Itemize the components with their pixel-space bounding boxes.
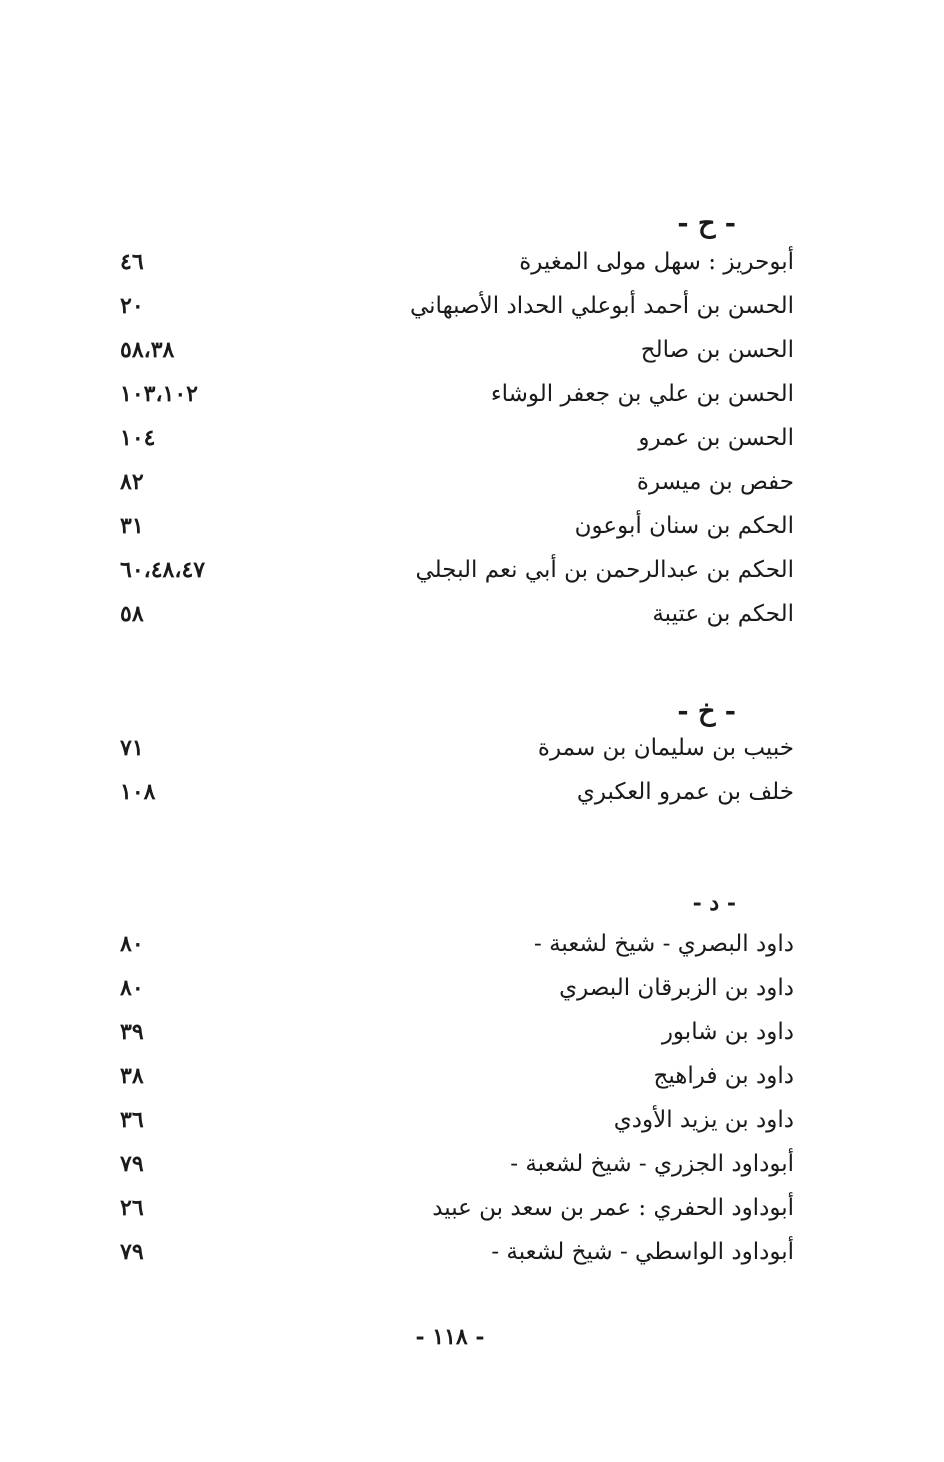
entry-pages: ٥٨،٣٨: [120, 337, 175, 363]
entry-pages: ٨٢: [120, 469, 144, 495]
index-entry: [0, 284, 944, 328]
section-heading-dal: - د -: [692, 890, 736, 916]
entry-pages: ٧٩: [120, 1151, 144, 1177]
entry-name: الحسن بن أحمد أبوعلي الحداد الأصبهاني: [409, 293, 794, 319]
index-entry: [0, 922, 944, 966]
index-entry: [0, 1098, 944, 1142]
entry-name: الحسن بن علي بن جعفر الوشاء: [490, 381, 794, 407]
entry-pages: ٣١: [120, 513, 144, 539]
section-heading-ha: - ح -: [677, 208, 736, 239]
entry-name: الحكم بن عتيبة: [652, 601, 794, 627]
entry-name: الحكم بن عبدالرحمن بن أبي نعم البجلي: [415, 557, 794, 583]
index-entry: [0, 548, 944, 592]
entry-pages: ٥٨: [120, 601, 144, 627]
page-number: - ١١٨ -: [415, 1324, 485, 1350]
entry-pages: ٧١: [120, 735, 144, 761]
entry-name: داود بن يزيد الأودي: [613, 1107, 794, 1133]
entry-name: داود البصري - شيخ لشعبة -: [533, 931, 794, 957]
index-entry: [0, 1230, 944, 1274]
entry-pages: ٦٠،٤٨،٤٧: [120, 557, 206, 583]
entry-pages: ٢٦: [120, 1195, 144, 1221]
index-entry: [0, 1010, 944, 1054]
entry-name: أبوداود الجزري - شيخ لشعبة -: [510, 1151, 794, 1177]
index-entry: [0, 592, 944, 636]
entry-name: خلف بن عمرو العكبري: [576, 779, 794, 805]
entry-name: داود بن الزبرقان البصري: [559, 975, 794, 1001]
entry-pages: ١٠٤: [120, 425, 156, 451]
entry-name: أبوحريز : سهل مولى المغيرة: [519, 249, 794, 275]
index-entry: [0, 1186, 944, 1230]
index-entry: [0, 770, 944, 814]
entry-pages: ٨٠: [120, 975, 144, 1001]
section-heading-kha: - خ -: [677, 696, 736, 727]
index-entry: [0, 966, 944, 1010]
index-entry: [0, 1142, 944, 1186]
entry-pages: ٨٠: [120, 931, 144, 957]
entry-name: الحسن بن صالح: [640, 337, 794, 363]
entry-pages: ١٠٨: [120, 779, 156, 805]
index-entry: [0, 328, 944, 372]
entry-pages: ٢٠: [120, 293, 144, 319]
entry-name: داود بن شابور: [661, 1019, 794, 1045]
entry-name: الحكم بن سنان أبوعون: [574, 513, 794, 539]
entry-name: الحسن بن عمرو: [638, 425, 794, 451]
index-entry: [0, 416, 944, 460]
entry-pages: ٤٦: [120, 249, 144, 275]
index-entry: [0, 726, 944, 770]
entry-name: خبيب بن سليمان بن سمرة: [537, 735, 794, 761]
index-entry: [0, 504, 944, 548]
index-entry: [0, 1054, 944, 1098]
entry-name: حفص بن ميسرة: [636, 469, 794, 495]
index-entry: [0, 460, 944, 504]
index-entry: [0, 240, 944, 284]
entry-pages: ٣٨: [120, 1063, 144, 1089]
entry-pages: ٣٩: [120, 1019, 144, 1045]
index-entry: [0, 372, 944, 416]
entry-pages: ١٠٣،١٠٢: [120, 381, 198, 407]
entry-pages: ٧٩: [120, 1239, 144, 1265]
entry-name: داود بن فراهيج: [653, 1063, 794, 1089]
entry-name: أبوداود الواسطي - شيخ لشعبة -: [491, 1239, 794, 1265]
entry-pages: ٣٦: [120, 1107, 144, 1133]
entry-name: أبوداود الحفري : عمر بن سعد بن عبيد: [432, 1195, 794, 1221]
